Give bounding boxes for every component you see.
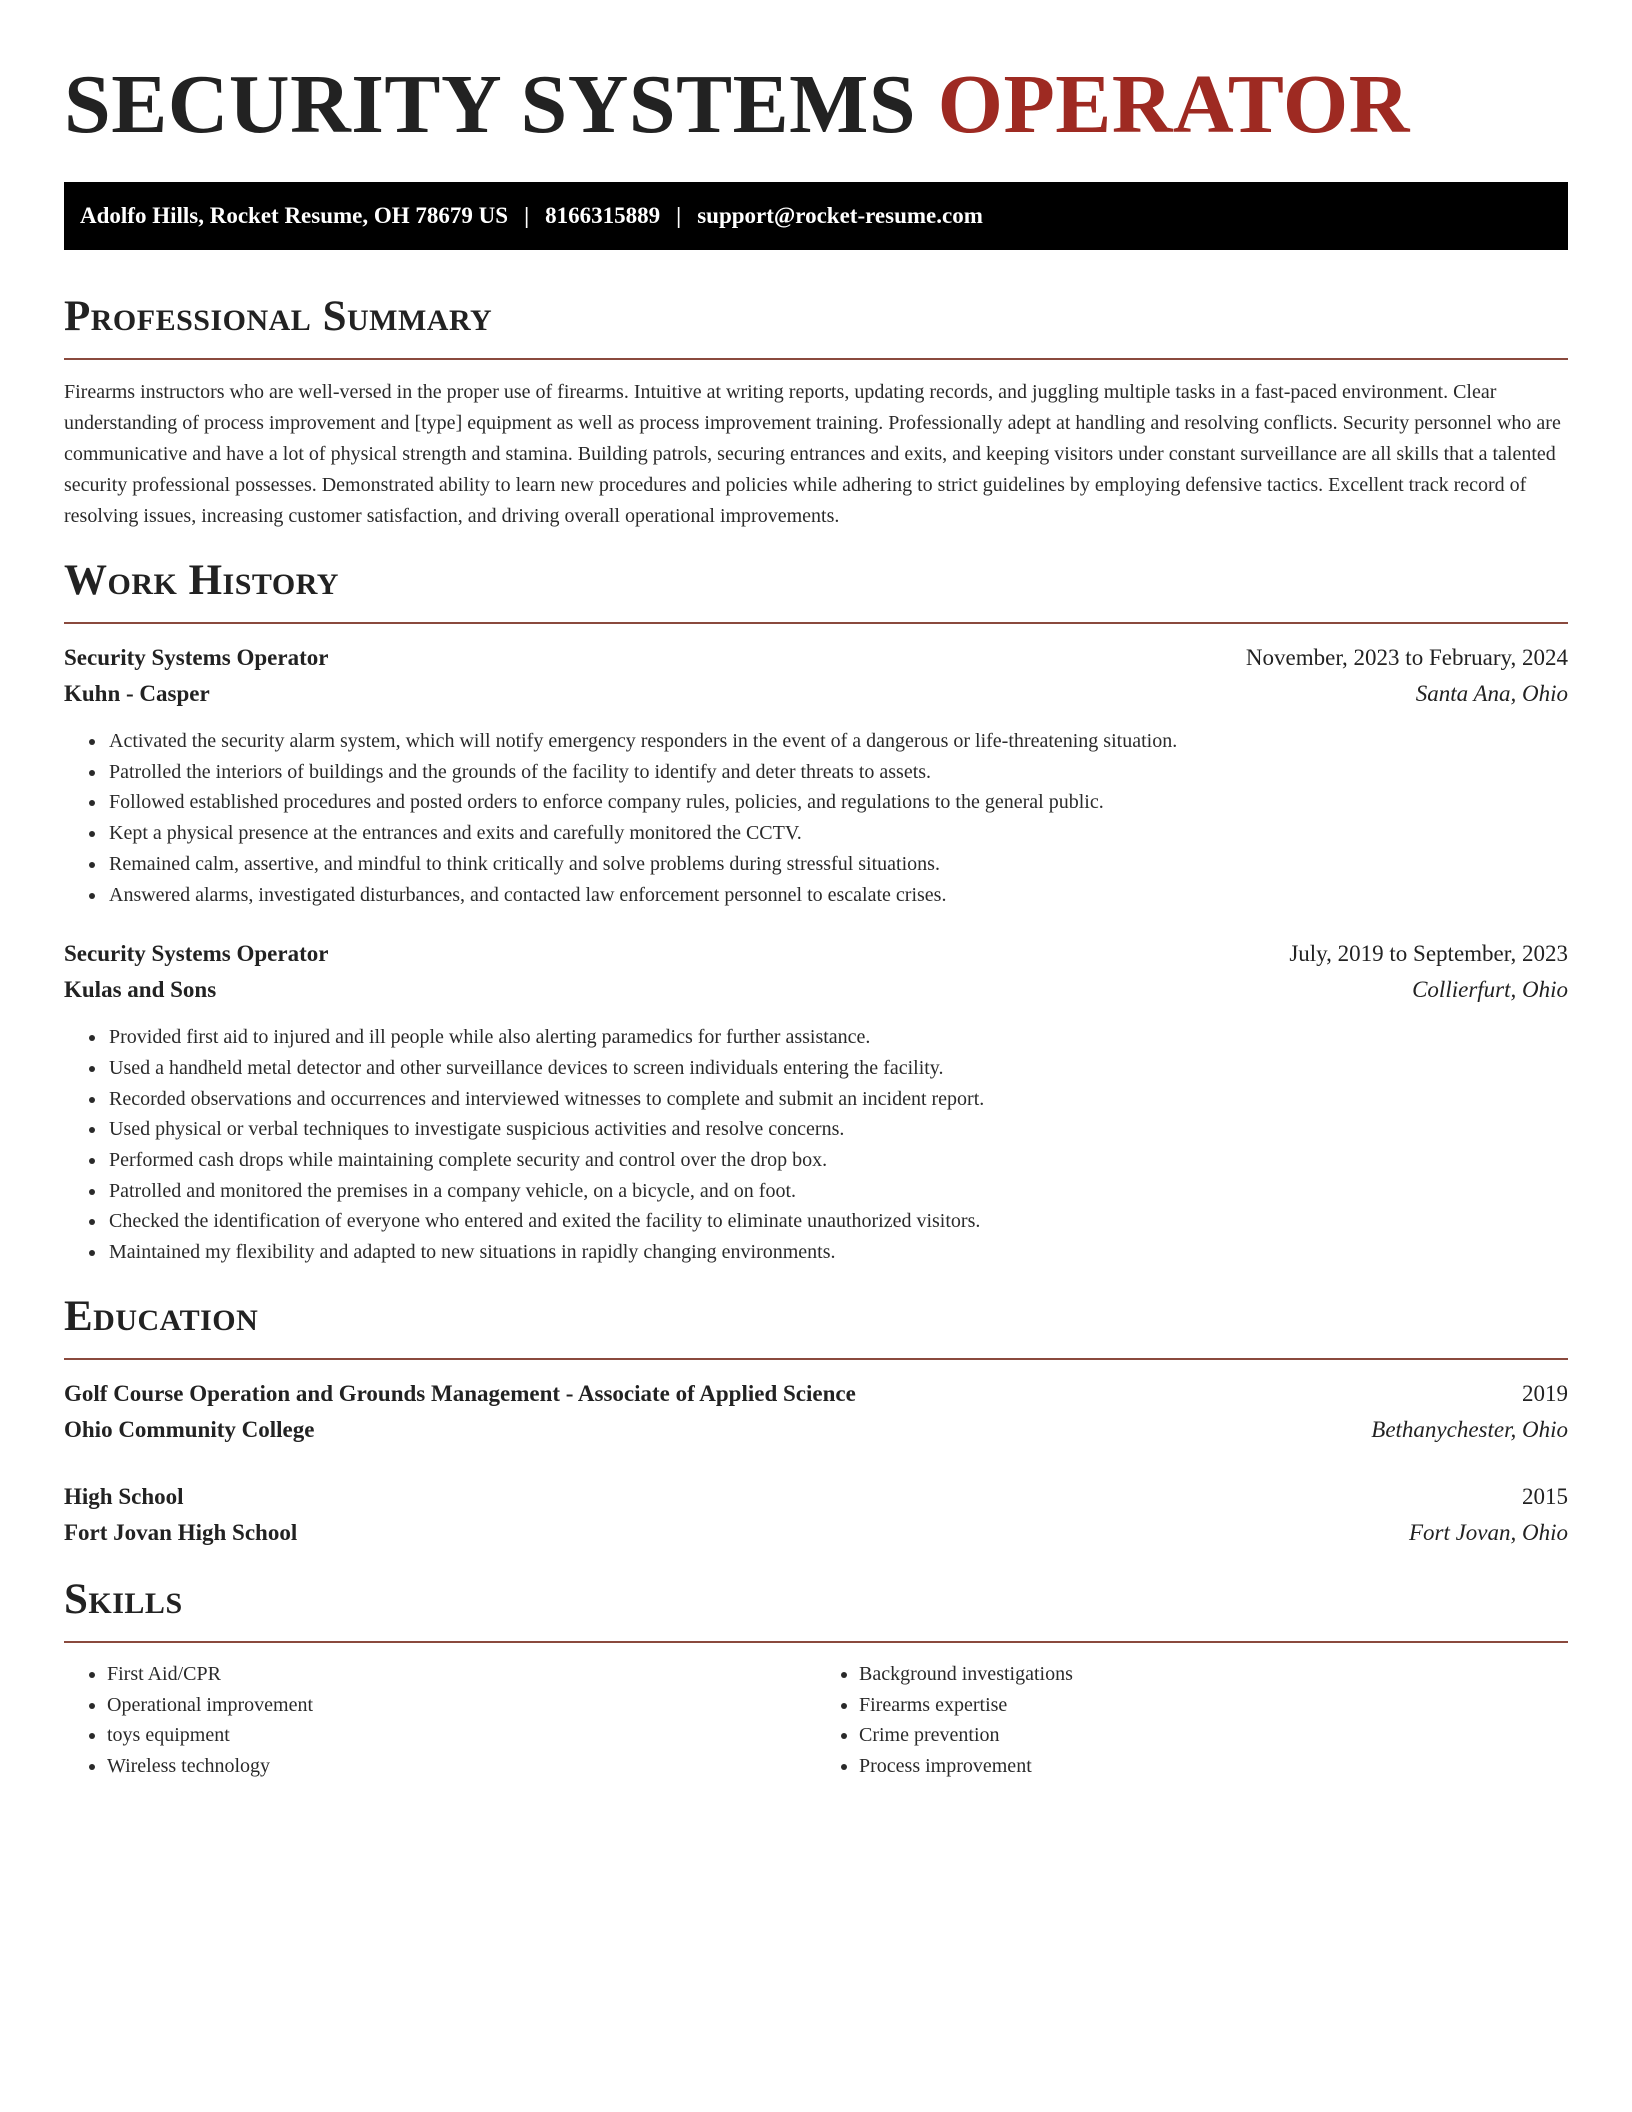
title-main: SECURITY SYSTEMS <box>64 58 917 151</box>
work-history-section <box>64 554 1568 1268</box>
job-bullets <box>64 1022 1568 1268</box>
list-item: • Recorded observations and occurrences and interviewed witnesses to complete and submit an incident report. <box>107 1084 1568 1115</box>
education-location: Bethanychester, Ohio <box>1371 1416 1568 1442</box>
contact-separator: | <box>676 203 682 228</box>
job-entry <box>64 936 1568 1268</box>
skill-item: • First Aid/CPR <box>107 1659 816 1690</box>
contact-address: Adolfo Hills, Rocket Resume, OH 78679 US <box>80 203 509 228</box>
education-degree: High School <box>64 1483 184 1509</box>
education-school-row <box>64 1515 1568 1551</box>
job-company: Kulas and Sons <box>64 977 217 1003</box>
list-item: • Checked the identification of everyone who entered and exited the facility to eliminate unauthorized visitors. <box>107 1206 1568 1237</box>
skill-item: • Operational improvement <box>107 1690 816 1721</box>
list-item: • Activated the security alarm system, which will notify emergency responders in the event of a dangerous or life-threatening situation. <box>107 726 1568 757</box>
job-dates: November, 2023 to February, 2024 <box>1245 645 1568 670</box>
education-section <box>64 1290 1568 1551</box>
summary-heading: Professional Summary <box>64 293 493 340</box>
skills-columns <box>64 1659 1568 1782</box>
skill-item: • Process improvement <box>859 1751 1568 1782</box>
education-header-row <box>64 1376 1568 1412</box>
list-item: • Patrolled the interiors of buildings and the grounds of the facility to identify and deter threats to assets. <box>107 757 1568 788</box>
job-entry <box>64 640 1568 910</box>
job-title: Security Systems Operator <box>64 941 329 967</box>
education-entry <box>64 1376 1568 1448</box>
skill-item: • Background investigations <box>859 1659 1568 1690</box>
education-header-row <box>64 1479 1568 1515</box>
list-item: • Used a handheld metal detector and other surveillance devices to screen individuals entering the facility. <box>107 1053 1568 1084</box>
summary-text: Firearms instructors who are well-versed in the proper use of firearms. Intuitive at writing reports, updating records, and juggling multiple tasks in a fast-paced environment. Clear understanding of process improvement and [type] equipment as well as process improvement training. Professionally adept at handling and resolving conflicts. Security personnel who are communicative and have a lot of physical strength and stamina. Building patrols, securing entrances and exits, and keeping visitors under constant surveillance are all skills that a talented security professional possesses. Demonstrated ability to learn new procedures and policies while adhering to strict guidelines by employing defensive tactics. Excellent track record of resolving issues, increasing customer satisfaction, and driving overall operational improvements. <box>64 381 1561 527</box>
skill-item: • toys equipment <box>107 1720 816 1751</box>
list-item: • Provided first aid to injured and ill people while also alerting paramedics for further assistance. <box>107 1022 1568 1053</box>
skill-item: • Crime prevention <box>859 1720 1568 1751</box>
education-school-row <box>64 1412 1568 1448</box>
education-school: Fort Jovan High School <box>64 1519 298 1545</box>
job-header-row <box>64 936 1568 972</box>
list-item: • Patrolled and monitored the premises in a company vehicle, on a bicycle, and on foot. <box>107 1176 1568 1207</box>
job-company: Kuhn - Casper <box>64 681 210 706</box>
list-item: • Maintained my flexibility and adapted to new situations in rapidly changing environments. <box>107 1237 1568 1268</box>
job-company-row <box>64 972 1568 1008</box>
education-degree: Golf Course Operation and Grounds Management - Associate of Applied Science <box>64 1380 856 1406</box>
job-bullets <box>64 726 1568 910</box>
job-header-row <box>64 640 1568 676</box>
education-entry <box>64 1479 1568 1551</box>
section-divider <box>64 1358 1568 1360</box>
section-divider <box>64 358 1568 360</box>
skills-section <box>64 1573 1568 1782</box>
skills-list-right <box>816 1659 1568 1782</box>
section-divider <box>64 1641 1568 1643</box>
contact-email: support@rocket-resume.com <box>697 203 983 228</box>
job-location: Collierfurt, Ohio <box>1412 977 1568 1003</box>
education-year: 2019 <box>1522 1380 1568 1406</box>
list-item: • Followed established procedures and posted orders to enforce company rules, policies, and regulations to the general public. <box>107 787 1568 818</box>
education-location: Fort Jovan, Ohio <box>1408 1519 1568 1545</box>
list-item: • Performed cash drops while maintaining complete security and control over the drop box. <box>107 1145 1568 1176</box>
education-heading: Education <box>64 1292 259 1340</box>
title-accent: OPERATOR <box>937 58 1410 151</box>
education-year: 2015 <box>1522 1483 1568 1509</box>
list-item: • Remained calm, assertive, and mindful to think critically and solve problems during stressful situations. <box>107 849 1568 880</box>
summary-section <box>64 290 1568 532</box>
skill-item: • Firearms expertise <box>859 1690 1568 1721</box>
skill-item: • Wireless technology <box>107 1751 816 1782</box>
contact-phone: 8166315889 <box>545 203 661 228</box>
work-history-heading: Work History <box>64 557 339 604</box>
resume-title <box>64 0 1568 152</box>
skills-list-left <box>64 1659 816 1782</box>
list-item: • Used physical or verbal techniques to investigate suspicious activities and resolve concerns. <box>107 1114 1568 1145</box>
skills-heading: Skills <box>64 1575 183 1623</box>
job-location: Santa Ana, Ohio <box>1415 681 1568 706</box>
section-divider <box>64 622 1568 624</box>
contact-separator: | <box>524 203 530 228</box>
job-dates: July, 2019 to September, 2023 <box>1289 941 1568 967</box>
job-company-row <box>64 676 1568 712</box>
contact-bar <box>64 182 1568 250</box>
list-item: • Kept a physical presence at the entrances and exits and carefully monitored the CCTV. <box>107 818 1568 849</box>
list-item: • Answered alarms, investigated disturbances, and contacted law enforcement personnel to escalate crises. <box>107 880 1568 911</box>
job-title: Security Systems Operator <box>64 645 329 670</box>
education-school: Ohio Community College <box>64 1416 315 1442</box>
